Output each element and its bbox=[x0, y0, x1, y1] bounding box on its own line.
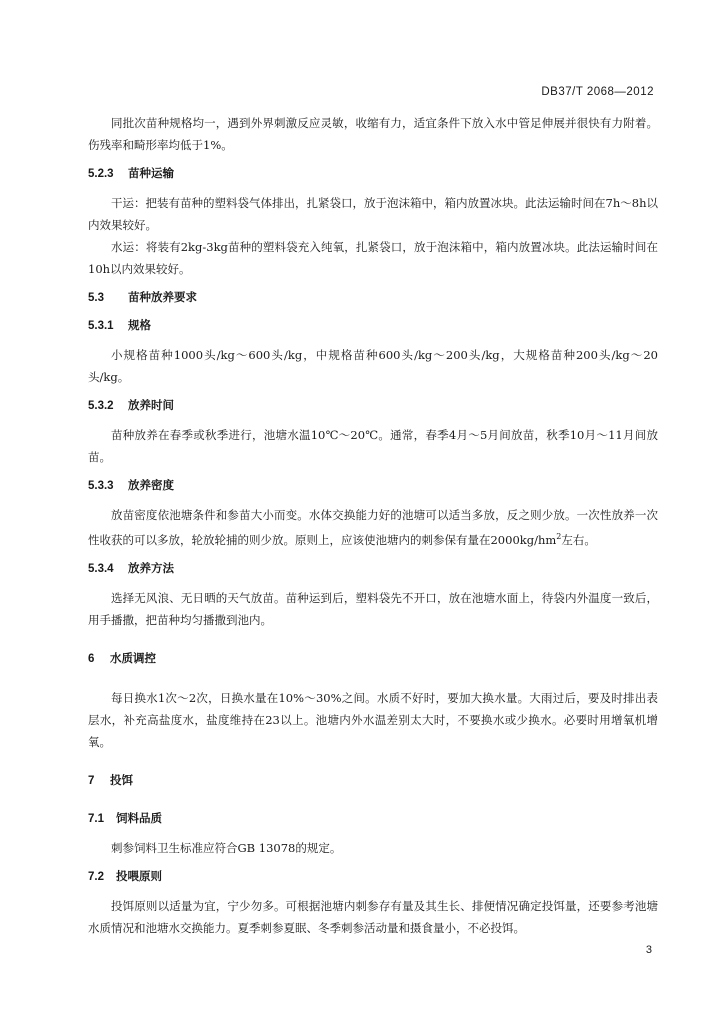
section-title: 苗种放养要求 bbox=[128, 292, 197, 304]
section-title: 饲料品质 bbox=[116, 812, 162, 825]
paragraph-stocking-density bbox=[88, 504, 658, 551]
section-5-3-2-heading bbox=[88, 396, 658, 416]
document-code: DB37/T 2068—2012 bbox=[541, 86, 654, 98]
paragraph-feed-standard: 刺参饲料卫生标准应符合GB 13078的规定。 bbox=[111, 840, 342, 855]
section-number: 5.3.2 bbox=[88, 400, 114, 412]
section-number: 5.3.4 bbox=[88, 562, 114, 575]
section-5-3-3-heading bbox=[88, 476, 658, 496]
document-body bbox=[88, 112, 658, 939]
section-title: 放养时间 bbox=[128, 400, 174, 412]
paragraph-water-quality: 每日换水1次～2次，日换水量在10%～30%之间。水质不好时，要加大换水量。大雨过后，要及时排出表层水，补充高盐度水，盐度维持在23以上。池塘内外水温差别太大时，不要换水或少换水。必要时用增氧机增氧。 bbox=[88, 690, 658, 749]
section-5-3-1-heading bbox=[88, 316, 658, 336]
section-title: 投饵 bbox=[110, 774, 133, 787]
section-number: 7 bbox=[88, 774, 95, 787]
section-7-heading bbox=[88, 771, 658, 791]
section-title: 苗种运输 bbox=[128, 168, 174, 180]
section-title: 放养方法 bbox=[128, 562, 174, 575]
paragraph-feeding-principle: 投饵原则以适量为宜，宁少勿多。可根据池塘内刺参存有量及其生长、排便情况确定投饵量，还要参考池塘水质情况和池塘水交换能力。夏季刺参夏眠、冬季刺参活动量和摄食量小，不必投饵。 bbox=[88, 898, 658, 935]
paragraph-dry-transport: 干运：把装有苗种的塑料袋气体排出，扎紧袋口，放于泡沫箱中，箱内放置冰块。此法运输时间在7h～8h以内效果较好。 bbox=[88, 196, 658, 232]
section-6-heading bbox=[88, 649, 658, 669]
page-number: 3 bbox=[645, 944, 652, 956]
density-text: 放苗密度依池塘条件和参苗大小而变。水体交换能力好的池塘可以适当多放，反之则少放。一次性放养一次性收获的可以多放，轮放轮捕的则少放。原则上，应该使池塘内的刺参保有量在2000kg/hm bbox=[88, 508, 658, 547]
paragraph-size-spec: 小规格苗种1000头/kg～600头/kg，中规格苗种600头/kg～200头/kg，大规格苗种200头/kg～20头/kg。 bbox=[88, 348, 658, 384]
paragraph-water-transport: 水运：将装有2kg-3kg苗种的塑料袋充入纯氧，扎紧袋口，放于泡沫箱中，箱内放置冰块。此法运输时间在10h以内效果较好。 bbox=[88, 240, 658, 276]
section-title: 水质调控 bbox=[110, 652, 156, 665]
section-5-3-heading bbox=[88, 288, 658, 308]
section-7-1-heading bbox=[88, 809, 658, 829]
section-title: 规格 bbox=[128, 320, 151, 332]
paragraph-seed-quality: 同批次苗种规格均一，遇到外界刺激反应灵敏，收缩有力，适宜条件下放入水中管足伸展并很快有力附着。伤残率和畸形率均低于1%。 bbox=[88, 116, 658, 152]
section-number: 5.3.1 bbox=[88, 320, 114, 332]
section-5-3-4-heading bbox=[88, 559, 658, 579]
section-title: 投喂原则 bbox=[116, 870, 162, 883]
section-number: 7.1 bbox=[88, 812, 104, 825]
section-title: 放养密度 bbox=[128, 480, 174, 492]
section-number: 5.3 bbox=[88, 292, 104, 304]
section-5-2-3-heading bbox=[88, 164, 658, 184]
superscript: 2 bbox=[556, 532, 562, 541]
paragraph-stocking-time: 苗种放养在春季或秋季进行，池塘水温10℃～20℃。通常，春季4月～5月间放苗，秋季10月～11月间放苗。 bbox=[88, 428, 658, 464]
density-tail: 左右。 bbox=[561, 532, 596, 547]
section-number: 5.3.3 bbox=[88, 480, 114, 492]
section-number: 6 bbox=[88, 652, 95, 665]
section-7-2-heading bbox=[88, 867, 658, 887]
paragraph-stocking-method: 选择无风浪、无日晒的天气放苗。苗种运到后，塑料袋先不开口，放在池塘水面上，待袋内外温度一致后，用手播撒，把苗种均匀播撒到池内。 bbox=[88, 590, 658, 627]
section-number: 5.2.3 bbox=[88, 168, 114, 180]
section-number: 7.2 bbox=[88, 870, 104, 883]
